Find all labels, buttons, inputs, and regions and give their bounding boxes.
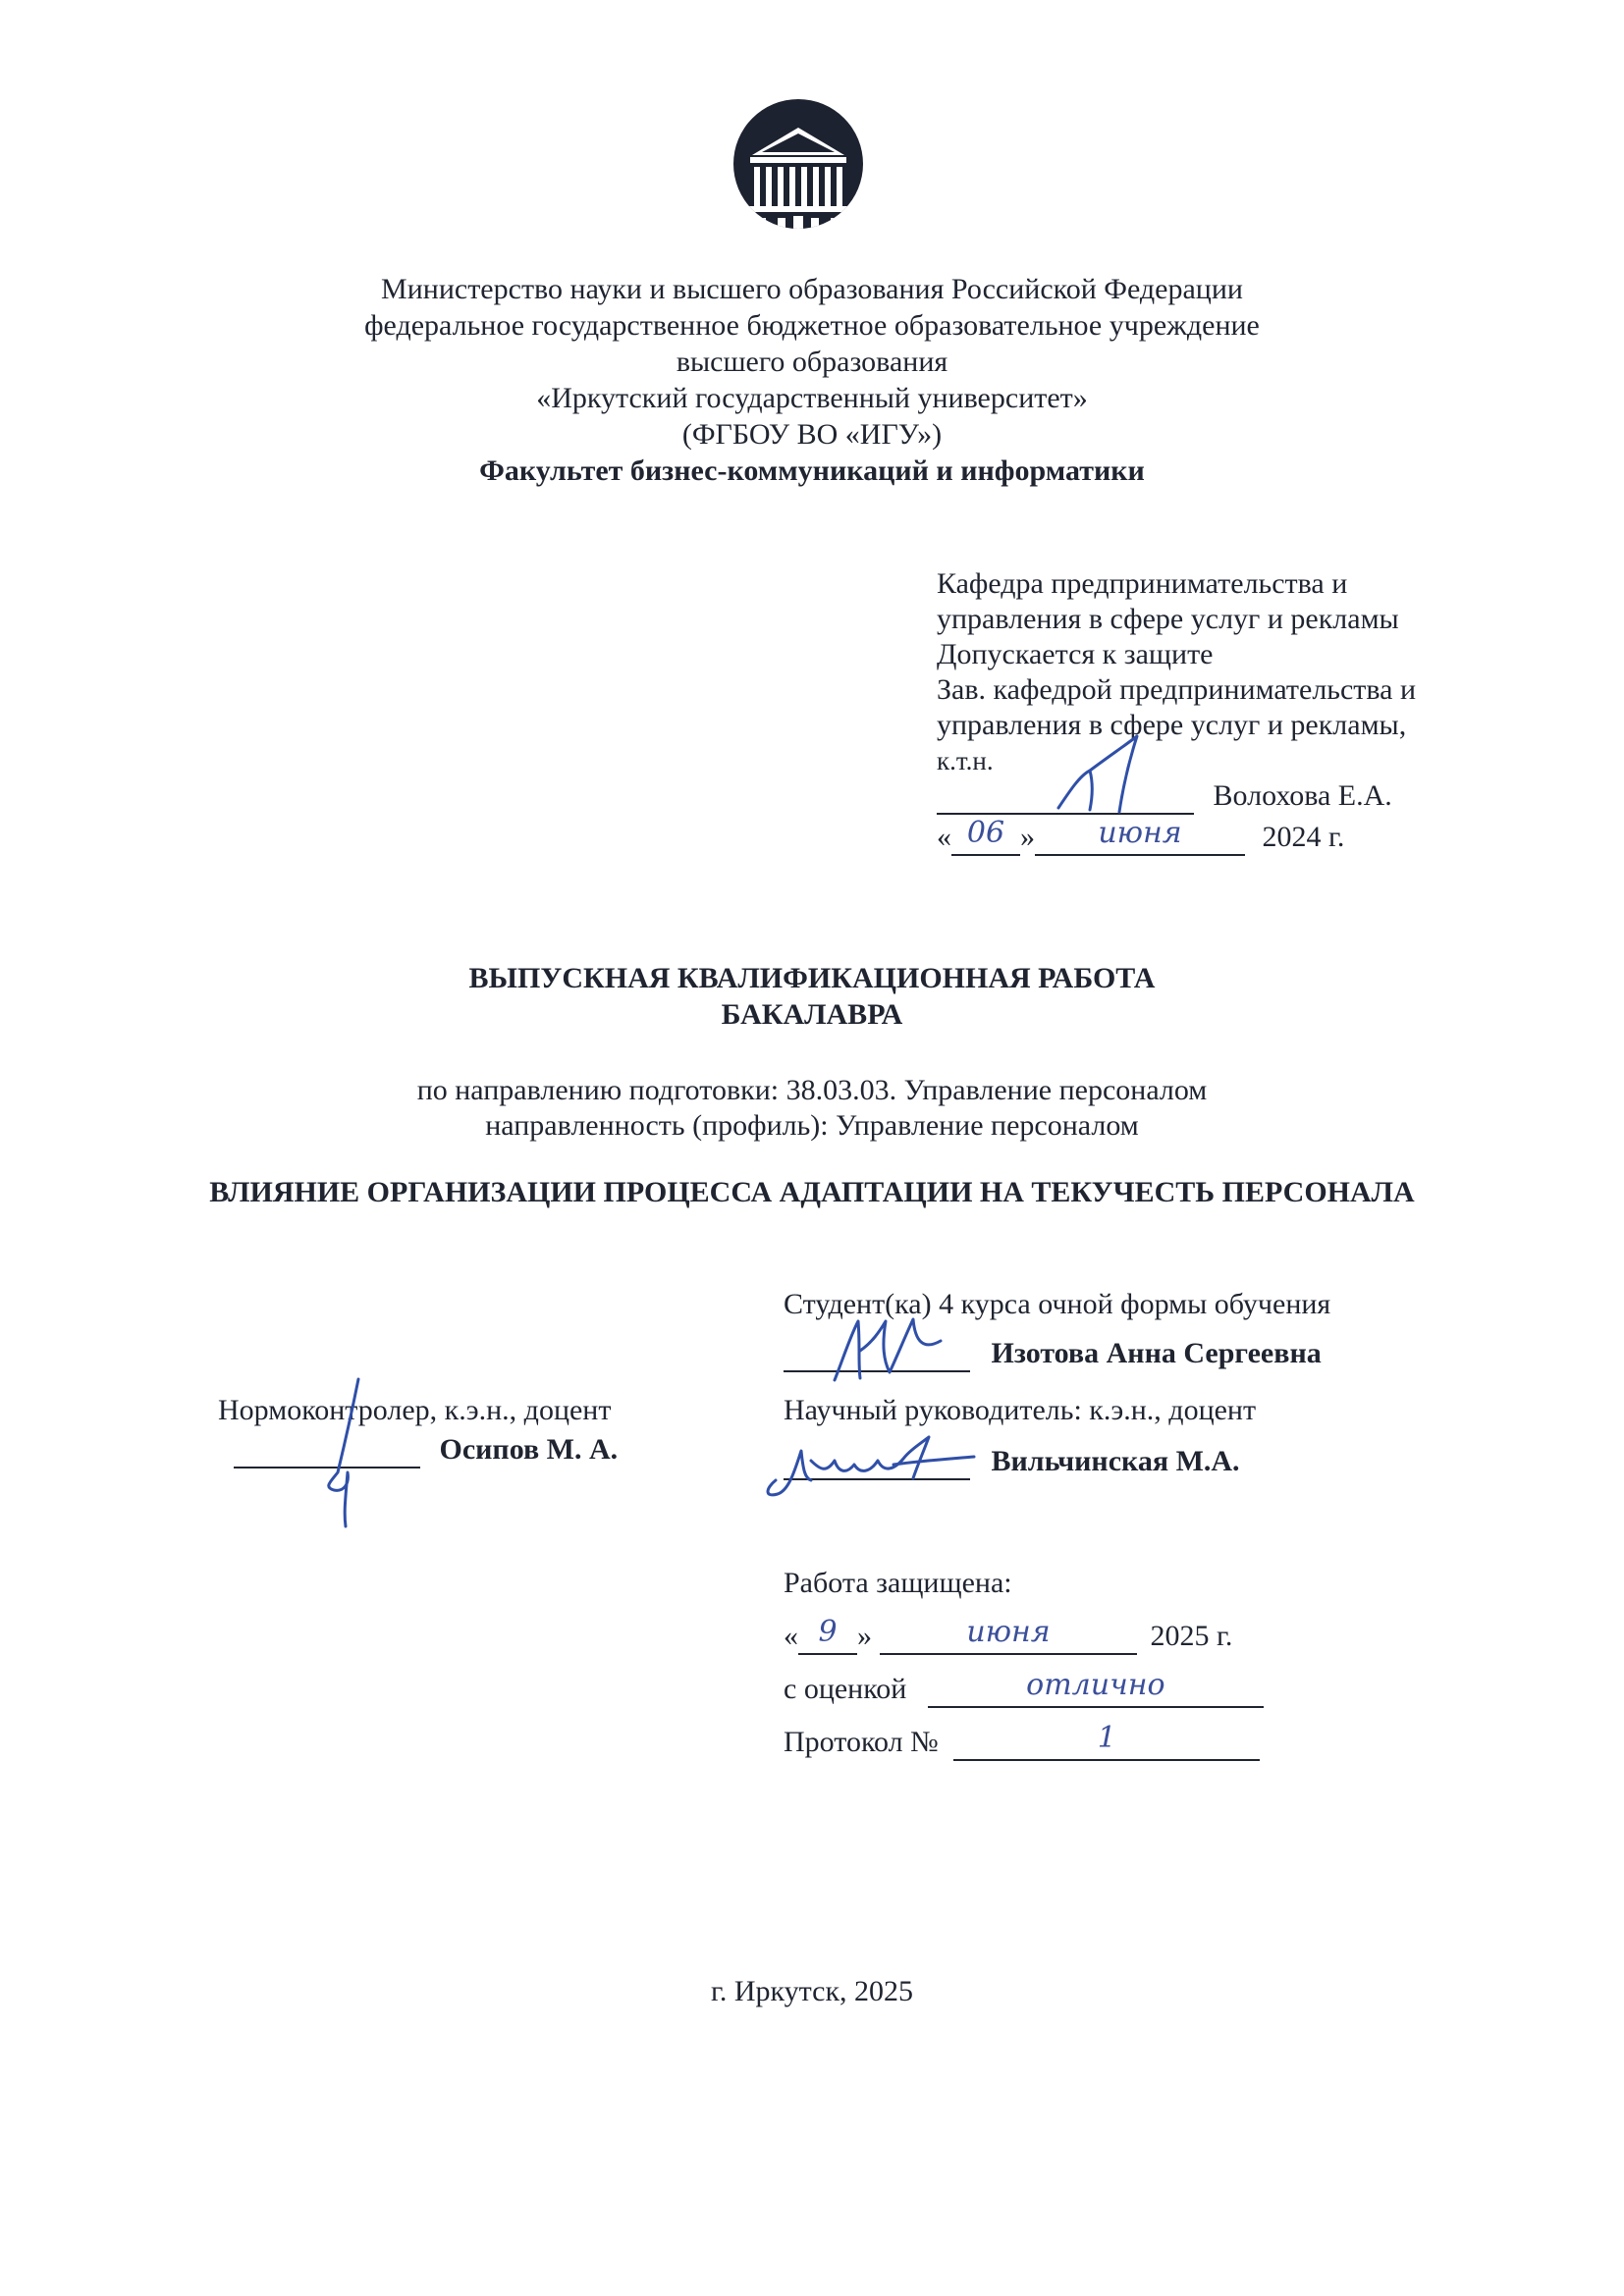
- approval-dept-line-1: Кафедра предпринимательства и: [937, 567, 1348, 600]
- defense-protocol-label: Протокол №: [784, 1726, 939, 1758]
- approval-head-line-2: управления в сфере услуг и рекламы,: [937, 709, 1407, 741]
- defense-grade-row: [784, 1668, 1264, 1708]
- student-name: Изотова Анна Сергеевна: [991, 1337, 1322, 1369]
- supervisor-signature: [756, 1421, 982, 1500]
- approval-date-month: июня: [1035, 821, 1245, 856]
- supervisor-name: Вильчинская М.А.: [991, 1445, 1240, 1477]
- supervisor-label: Научный руководитель: к.э.н., доцент: [784, 1394, 1257, 1426]
- student-label: Студент(ка) 4 курса очной формы обучения: [784, 1288, 1331, 1320]
- university-building-logo: [732, 98, 864, 234]
- defense-date-year: 2025 г.: [1150, 1620, 1233, 1652]
- university-abbr-line: (ФГБОУ ВО «ИГУ»): [681, 418, 943, 451]
- faculty-line: Факультет бизнес-коммуникаций и информатики: [479, 454, 1145, 487]
- normcontrol-signature-row: [234, 1431, 618, 1468]
- approval-date-year: 2024 г.: [1262, 821, 1345, 853]
- defense-label: Работа защищена:: [784, 1567, 1012, 1599]
- approval-date-row: « 06 » июня 2024 г.: [937, 819, 1344, 856]
- university-name-line: «Иркутский государственный университет»: [536, 382, 1088, 414]
- approval-admit-line: Допускается к защите: [937, 638, 1214, 670]
- approval-signature: [1051, 731, 1159, 820]
- defense-date-month: июня: [880, 1620, 1137, 1655]
- ministry-line: Министерство науки и высшего образования Российской Федерации: [381, 273, 1243, 305]
- normcontrol-signature: [304, 1374, 393, 1531]
- approval-degree-line: к.т.н.: [937, 746, 994, 775]
- institution-type-line: федеральное государственное бюджетное образовательное учреждение: [364, 309, 1260, 342]
- approval-head-name: Волохова Е.А.: [1213, 779, 1392, 812]
- defense-grade-label: с оценкой: [784, 1673, 907, 1705]
- defense-date-row: « 9 » июня 2025 г.: [784, 1618, 1232, 1655]
- work-direction: по направлению подготовки: 38.03.03. Управление персоналом: [416, 1074, 1208, 1106]
- approval-dept-line-2: управления в сфере услуг и рекламы: [937, 603, 1399, 635]
- city-year: г. Иркутск, 2025: [710, 1975, 914, 2007]
- defense-protocol-row: [784, 1721, 1260, 1761]
- normcontrol-label: Нормоконтролер, к.э.н., доцент: [218, 1394, 612, 1426]
- work-profile: направленность (профиль): Управление персоналом: [485, 1109, 1139, 1142]
- defense-grade-field: отлично: [928, 1673, 1264, 1708]
- approval-head-line-1: Зав. кафедрой предпринимательства и: [937, 673, 1417, 706]
- approval-signature-row: [937, 777, 1392, 815]
- approval-date-day: 06: [951, 821, 1020, 856]
- student-signature: [825, 1302, 952, 1390]
- defense-protocol-field: 1: [953, 1726, 1260, 1761]
- education-level-line: высшего образования: [676, 346, 948, 378]
- work-type-line-2: БАКАЛАВРА: [721, 998, 903, 1031]
- normcontrol-name: Осипов М. А.: [439, 1433, 619, 1466]
- work-type-line-1: ВЫПУСКНАЯ КВАЛИФИКАЦИОННАЯ РАБОТА: [468, 962, 1156, 994]
- defense-date-day: 9: [798, 1620, 857, 1655]
- work-title: ВЛИЯНИЕ ОРГАНИЗАЦИИ ПРОЦЕССА АДАПТАЦИИ НА ТЕКУЧЕСТЬ ПЕРСОНАЛА: [209, 1176, 1415, 1208]
